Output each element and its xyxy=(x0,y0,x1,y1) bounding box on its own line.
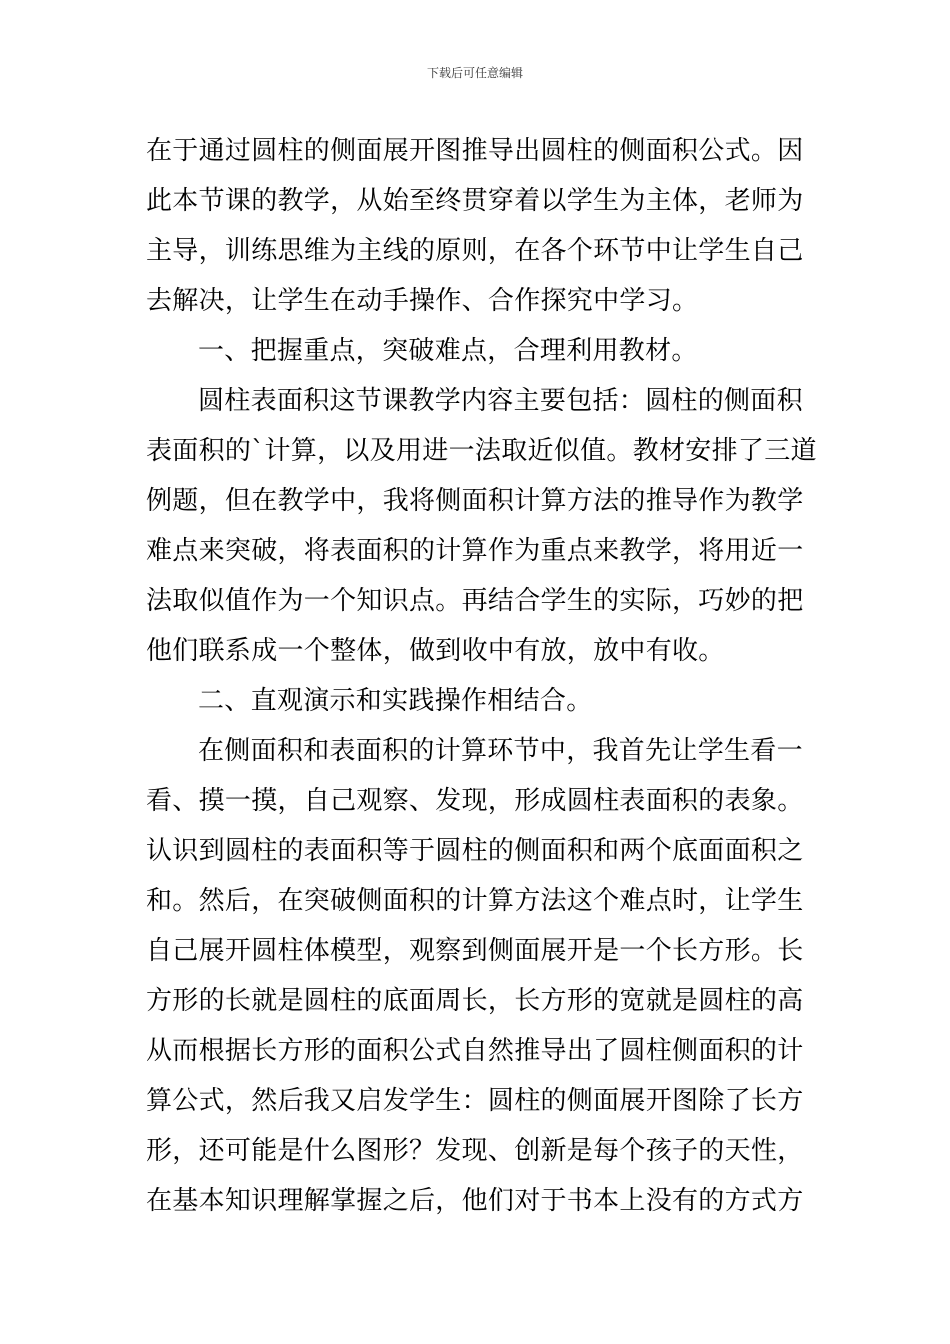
document-body xyxy=(146,126,817,1226)
text-line: 圆柱表面积这节课教学内容主要包括：圆柱的侧面积 xyxy=(198,386,803,416)
text-line: 去解决，让学生在动手操作、合作探究中学习。 xyxy=(146,286,699,316)
text-line: 在侧面积和表面积的计算环节中，我首先让学生看一 xyxy=(198,736,803,766)
text-line: 主导，训练思维为主线的原则，在各个环节中让学生自己 xyxy=(146,236,804,266)
text-line: 看、摸一摸，自己观察、发现，形成圆柱表面积的表象。 xyxy=(146,786,804,816)
text-line: 和。然后，在突破侧面积的计算方法这个难点时，让学生 xyxy=(146,886,804,916)
text-line: 法取似值作为一个知识点。再结合学生的实际，巧妙的把 xyxy=(146,586,804,616)
text-line: 二、直观演示和实践操作相结合。 xyxy=(198,686,593,716)
text-line: 算公式，然后我又启发学生：圆柱的侧面展开图除了长方 xyxy=(146,1086,804,1116)
text-line: 从而根据长方形的面积公式自然推导出了圆柱侧面积的计 xyxy=(146,1036,804,1066)
text-line: 此本节课的教学，从始至终贯穿着以学生为主体，老师为 xyxy=(146,186,804,216)
page-header: 下载后可任意编辑 xyxy=(426,66,523,80)
text-line: 在于通过圆柱的侧面展开图推导出圆柱的侧面积公式。因 xyxy=(146,136,804,166)
text-line: 形，还可能是什么图形？发现、创新是每个孩子的天性， xyxy=(146,1136,804,1166)
text-line: 表面积的`计算，以及用进一法取近似值。教材安排了三道 xyxy=(146,436,817,466)
text-line: 在基本知识理解掌握之后，他们对于书本上没有的方式方 xyxy=(146,1186,804,1216)
text-line: 难点来突破，将表面积的计算作为重点来教学，将用近一 xyxy=(146,536,804,566)
text-line: 自己展开圆柱体模型，观察到侧面展开是一个长方形。长 xyxy=(146,936,804,966)
text-line: 例题，但在教学中，我将侧面积计算方法的推导作为教学 xyxy=(146,486,804,516)
text-line: 认识到圆柱的表面积等于圆柱的侧面积和两个底面面积之 xyxy=(146,836,804,866)
text-line: 方形的长就是圆柱的底面周长，长方形的宽就是圆柱的高 xyxy=(146,986,804,1016)
text-line: 一、把握重点，突破难点，合理利用教材。 xyxy=(198,336,698,366)
text-line: 他们联系成一个整体，做到收中有放，放中有收。 xyxy=(146,636,725,666)
